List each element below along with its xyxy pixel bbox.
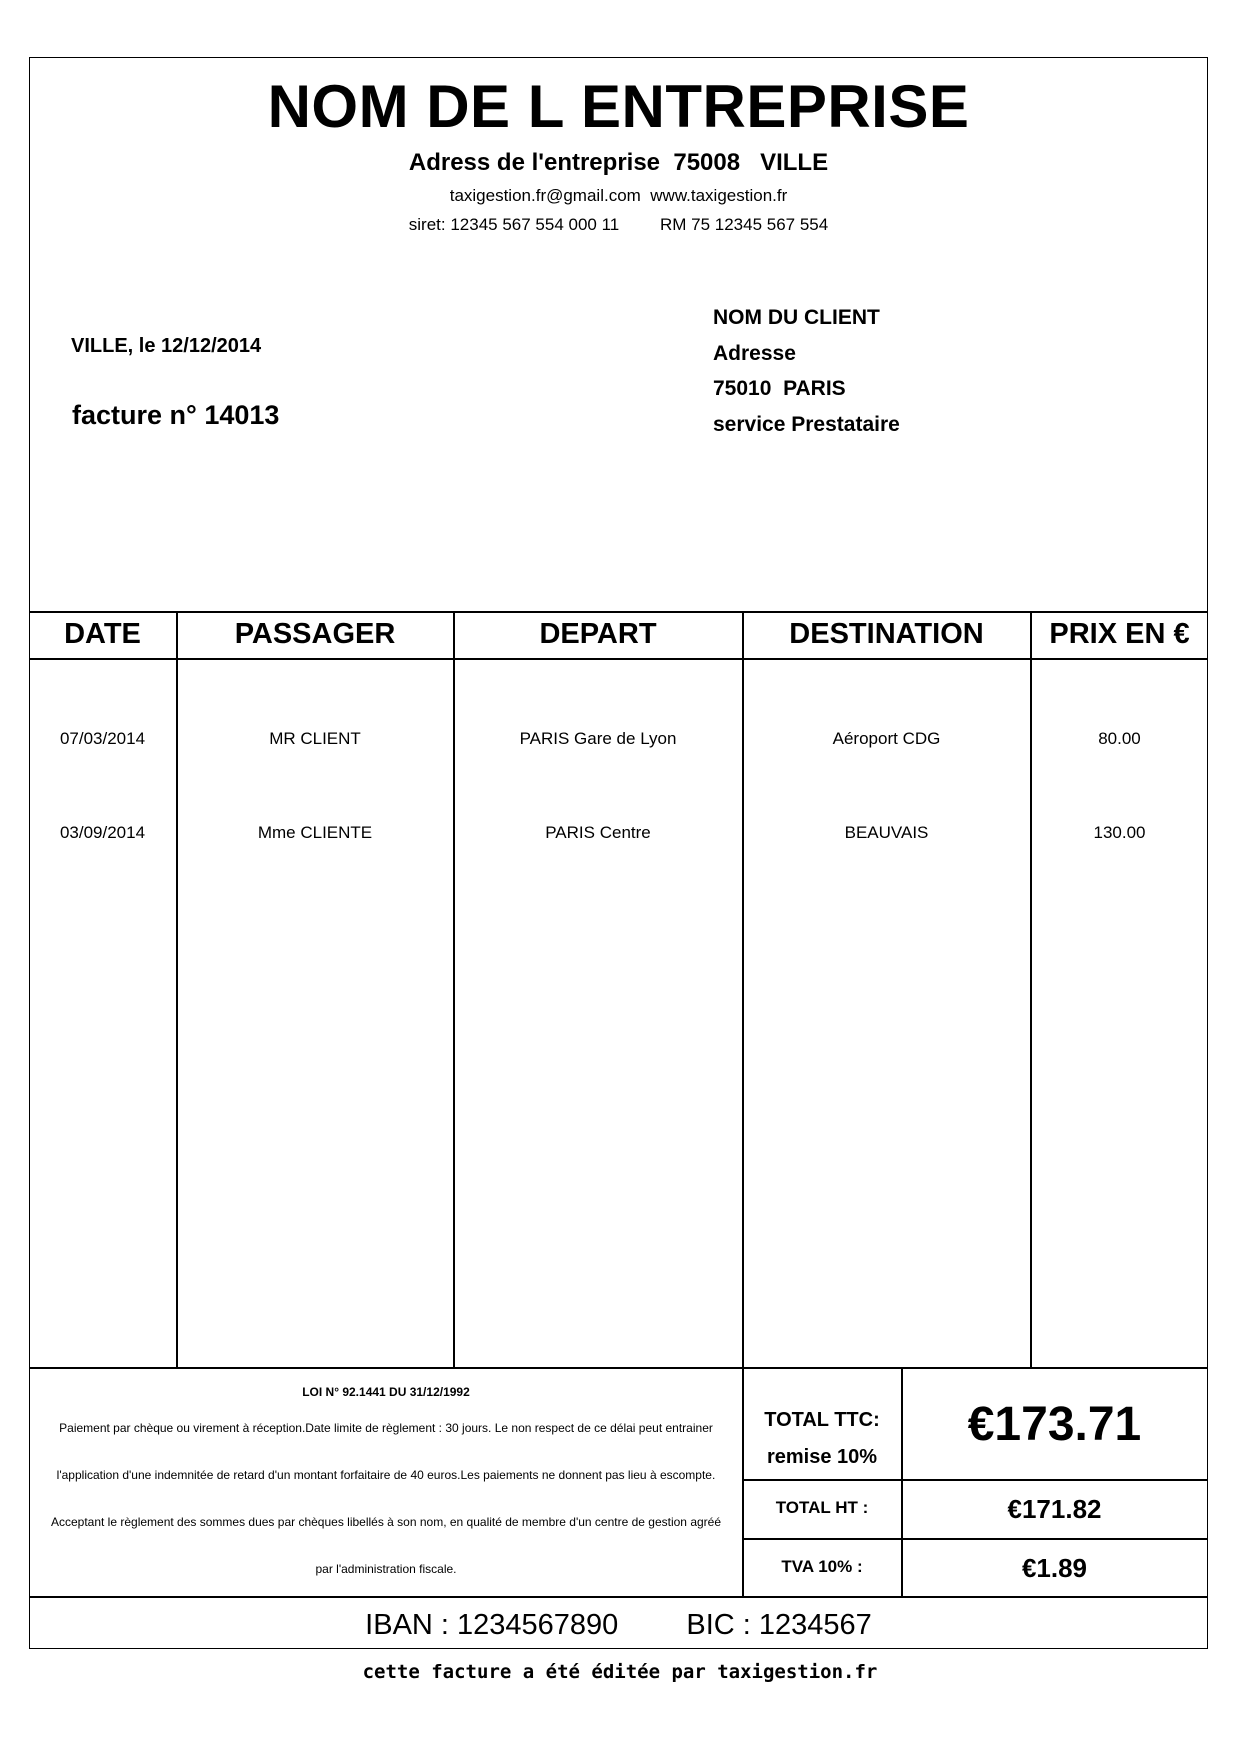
row-2-passenger: Mme CLIENTE — [257, 823, 373, 842]
legal-mentions — [30, 1368, 742, 1596]
header-departure: DEPART — [539, 618, 657, 650]
header-passenger: PASSAGER — [234, 618, 396, 650]
legal-line: par l'administration fiscale. — [315, 1562, 457, 1576]
tva-value: €1.89 — [1021, 1553, 1088, 1583]
column-divider — [453, 611, 455, 1367]
company-contact: taxigestion.fr@gmail.com www.taxigestion.fr — [449, 186, 788, 205]
row-2-date: 03/09/2014 — [59, 823, 146, 842]
column-divider — [742, 611, 744, 1367]
trips-table — [29, 611, 1208, 1367]
total-ht-value: €171.82 — [1007, 1494, 1102, 1524]
iban: IBAN : 1234567890 — [365, 1609, 619, 1641]
company-address: Adress de l'entreprise 75008 VILLE — [408, 149, 829, 176]
row-1-price: 80.00 — [1098, 729, 1141, 748]
client-address: Adresse — [713, 341, 796, 365]
client-name: NOM DU CLIENT — [713, 306, 880, 329]
tva-label: TVA 10% : — [781, 1557, 863, 1576]
row-1-destination: Aéroport CDG — [832, 729, 941, 748]
legal-line: Acceptant le règlement des sommes dues par chèques libellés à son nom, en qualité de membre d'un centre de gestion agréé — [50, 1515, 722, 1529]
row-2-departure: PARIS Centre — [545, 823, 651, 842]
header-price: PRIX EN € — [1049, 618, 1190, 650]
header-date: DATE — [64, 618, 141, 650]
invoice-date-line: VILLE, le 12/12/2014 — [71, 335, 262, 357]
company-siret: siret: 12345 567 554 000 11 — [408, 215, 620, 234]
invoice-number: facture n° 14013 — [72, 400, 280, 430]
total-ttc-value: €173.71 — [967, 1398, 1142, 1451]
totals-row-border — [742, 1538, 1207, 1540]
row-1-passenger: MR CLIENT — [269, 729, 361, 748]
footer-note: cette facture a été éditée par taxigestion.fr — [362, 1661, 878, 1683]
total-ttc-label: TOTAL TTC: — [764, 1409, 880, 1431]
bank-top-border — [30, 1596, 1207, 1598]
column-divider — [176, 611, 178, 1367]
company-ids — [30, 215, 1207, 235]
row-2-destination: BEAUVAIS — [844, 823, 929, 842]
bank-details — [30, 1609, 1207, 1642]
client-service: service Prestataire — [713, 412, 900, 436]
bic: BIC : 1234567 — [686, 1609, 872, 1641]
discount-label: remise 10% — [766, 1446, 878, 1468]
row-1-date: 07/03/2014 — [59, 729, 146, 748]
client-city: 75010 PARIS — [713, 377, 846, 400]
total-ht-label: TOTAL HT : — [775, 1498, 869, 1517]
legal-title: LOI N° 92.1441 DU 31/12/1992 — [302, 1385, 470, 1399]
company-rm: RM 75 12345 567 554 — [659, 215, 829, 234]
legal-line: l'application d'une indemnitée de retard d'un montant forfaitaire de 40 euros.Les paiements ne donnent pas lieu à escompte. — [56, 1468, 716, 1482]
legal-line: Paiement par chèque ou virement à réception.Date limite de règlement : 30 jours. Le non respect de ce délai peut entrainer — [59, 1421, 713, 1435]
row-2-price: 130.00 — [1093, 823, 1146, 842]
column-divider — [1030, 611, 1032, 1367]
client-block — [713, 300, 900, 442]
header-destination: DESTINATION — [789, 618, 984, 650]
totals-row-border — [742, 1479, 1207, 1481]
invoice-frame — [29, 57, 1208, 1649]
company-name: NOM DE L ENTREPRISE — [267, 73, 970, 140]
row-1-departure: PARIS Gare de Lyon — [519, 729, 677, 748]
